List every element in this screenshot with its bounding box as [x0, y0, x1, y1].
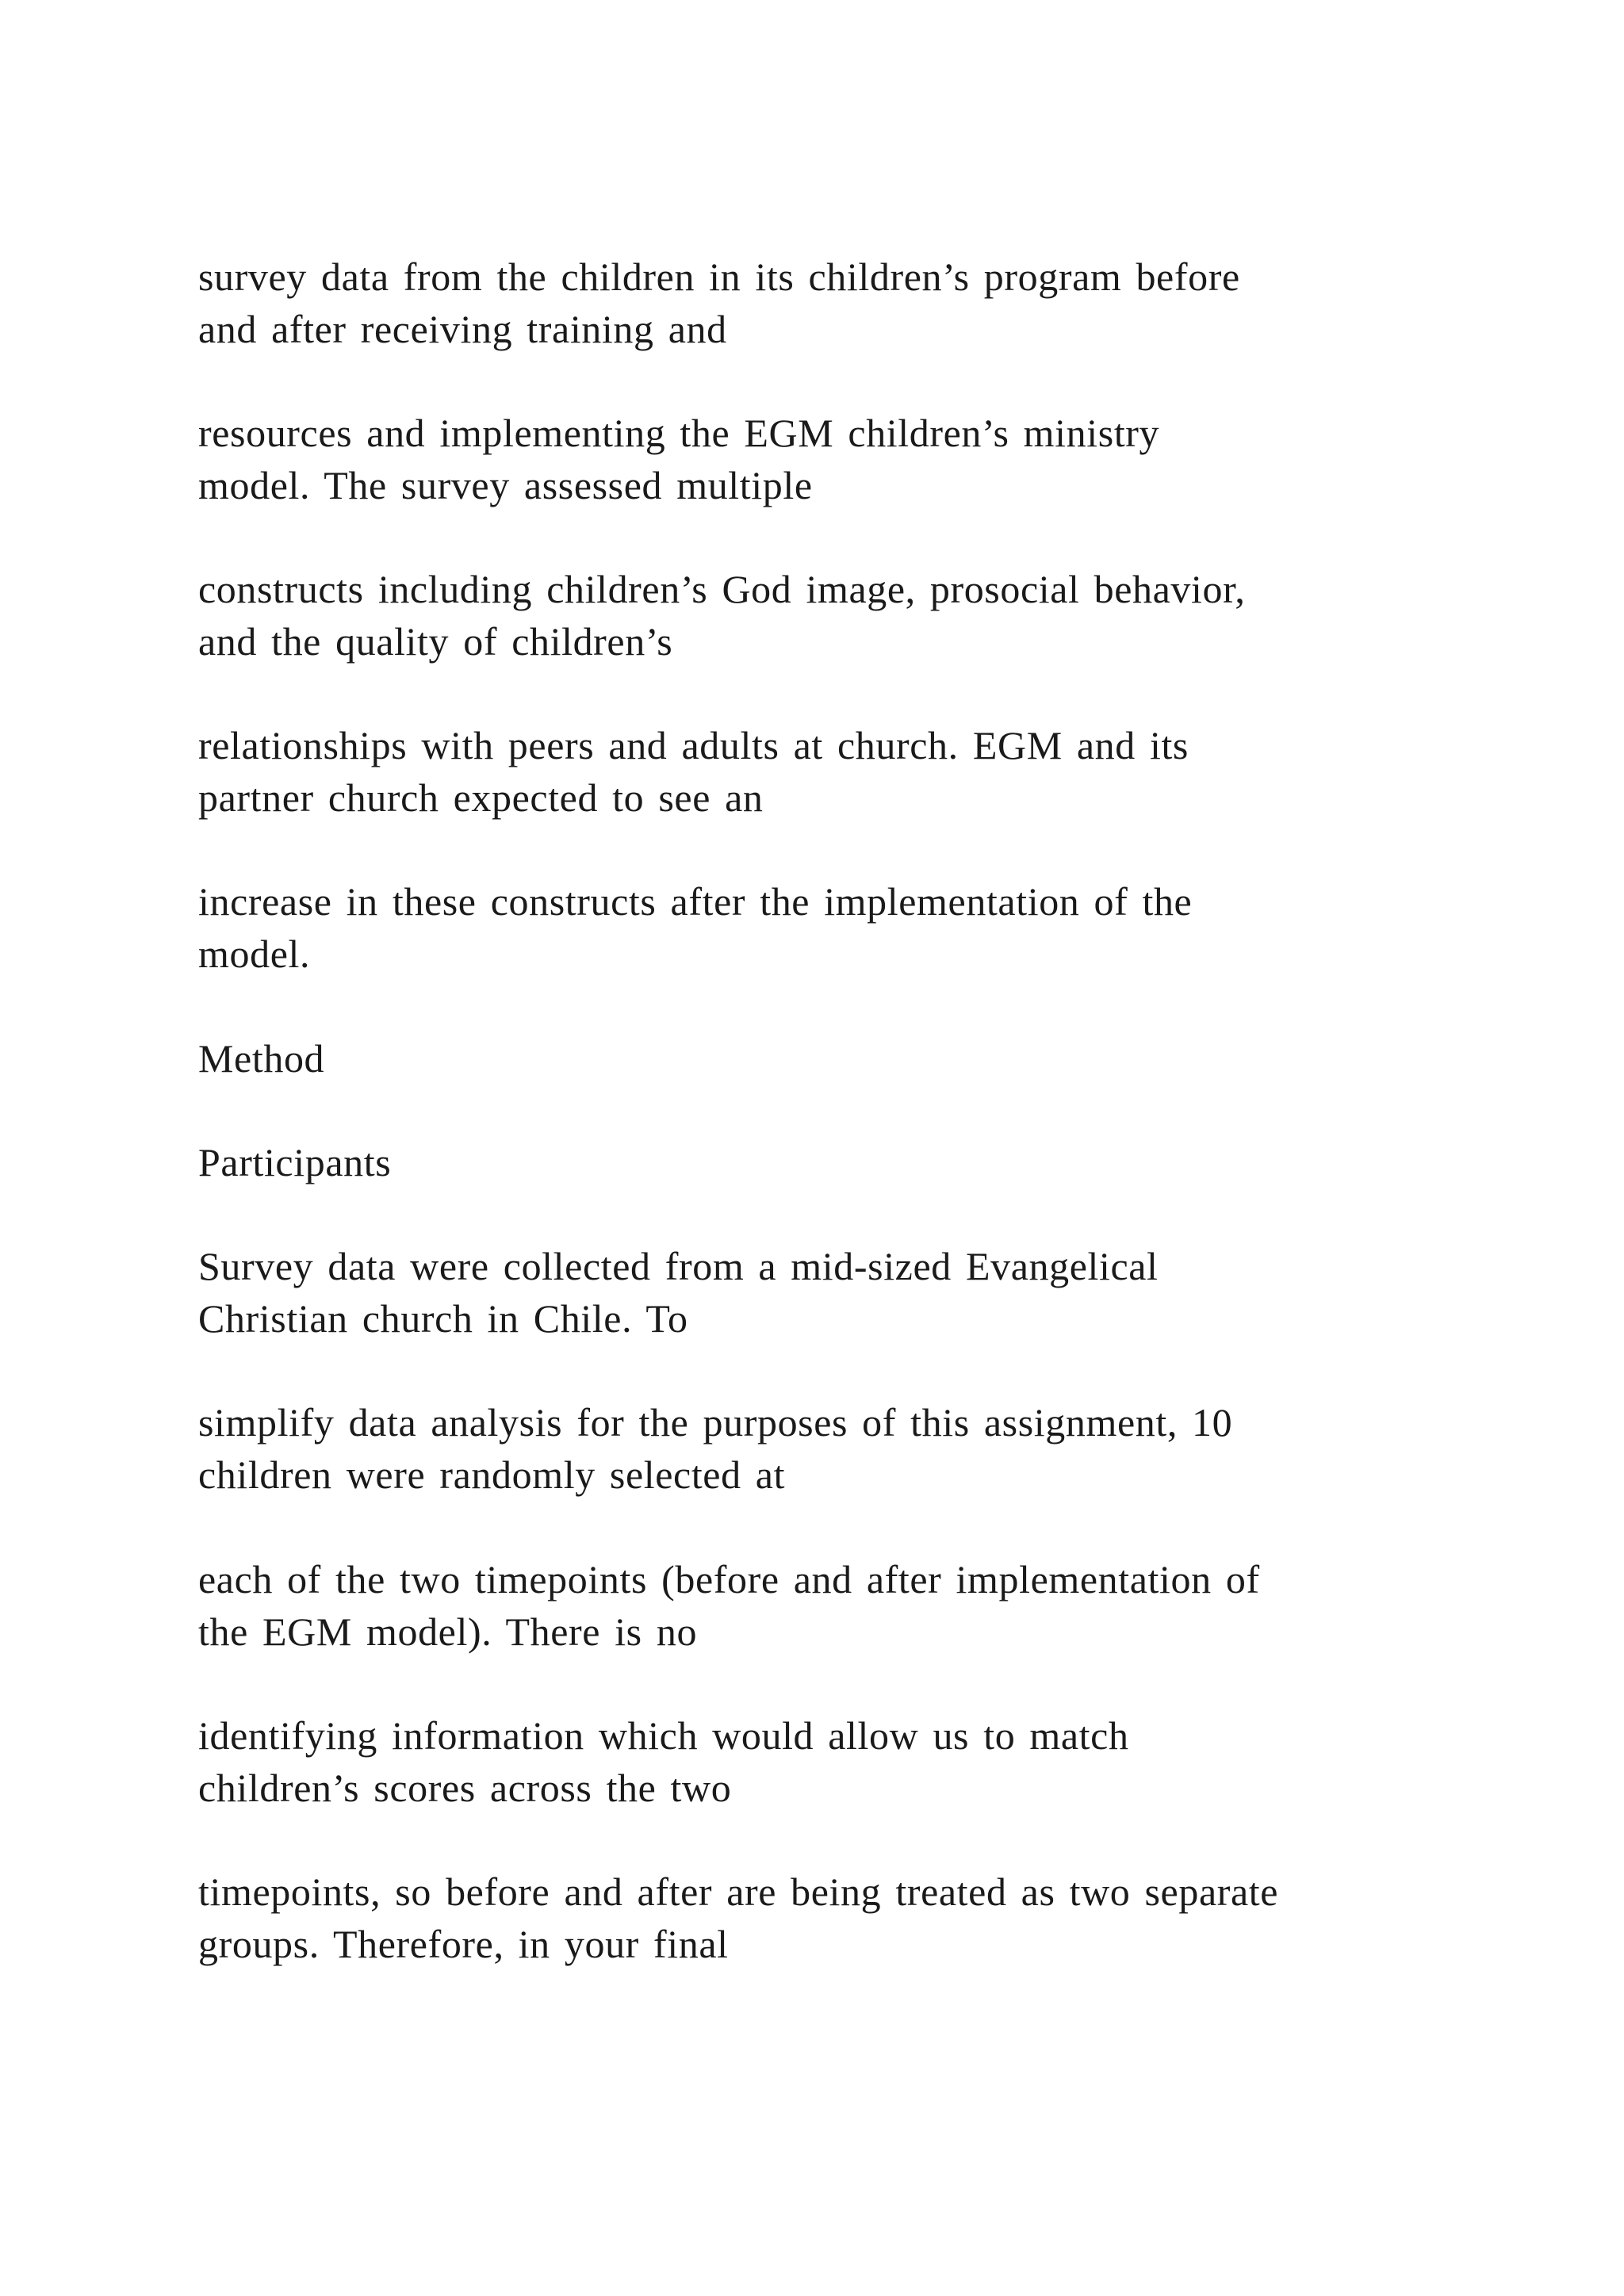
paragraph-survey-data: [198, 251, 1483, 355]
text-line: groups. Therefore, in your final: [198, 1922, 729, 1966]
text-line: children were randomly selected at: [198, 1452, 786, 1497]
text-line: Survey data were collected from a mid-sized Evangelical: [198, 1244, 1159, 1288]
paragraph-identifying: [198, 1709, 1483, 1814]
text-line: survey data from the children in its children’s program before: [198, 254, 1240, 299]
paragraph-separate-groups: [198, 1866, 1483, 1970]
text-line: simplify data analysis for the purposes of this assignment, 10: [198, 1400, 1233, 1445]
text-line: identifying information which would allow us to match: [198, 1713, 1129, 1758]
paragraph-timepoints: [198, 1553, 1483, 1658]
section-heading-participants: [198, 1136, 1483, 1188]
paragraph-resources: [198, 407, 1483, 511]
text-line: timepoints, so before and after are being treated as two separate: [198, 1869, 1279, 1914]
text-line: children’s scores across the two: [198, 1766, 732, 1810]
section-heading-method: [198, 1032, 1483, 1085]
text-line: and the quality of children’s: [198, 619, 673, 664]
text-line: and after receiving training and: [198, 307, 727, 351]
text-line: each of the two timepoints (before and after implementation of: [198, 1557, 1260, 1601]
paragraph-increase: [198, 875, 1483, 980]
text-line: resources and implementing the EGM children’s ministry: [198, 411, 1160, 455]
text-line: Christian church in Chile. To: [198, 1296, 688, 1341]
paragraph-survey-collected: [198, 1240, 1483, 1345]
text-line: model.: [198, 932, 311, 976]
paragraph-constructs: [198, 563, 1483, 668]
text-line: constructs including children’s God image, prosocial behavior,: [198, 567, 1246, 611]
paragraph-relationships: [198, 719, 1483, 824]
text-line: relationships with peers and adults at church. EGM and its: [198, 723, 1189, 767]
text-line: partner church expected to see an: [198, 775, 764, 820]
heading-text: Participants: [198, 1140, 392, 1184]
text-line: model. The survey assessed multiple: [198, 463, 813, 507]
heading-text: Method: [198, 1036, 325, 1081]
text-line: the EGM model). There is no: [198, 1609, 698, 1654]
paragraph-simplify: [198, 1396, 1483, 1501]
text-line: increase in these constructs after the implementation of the: [198, 879, 1193, 924]
